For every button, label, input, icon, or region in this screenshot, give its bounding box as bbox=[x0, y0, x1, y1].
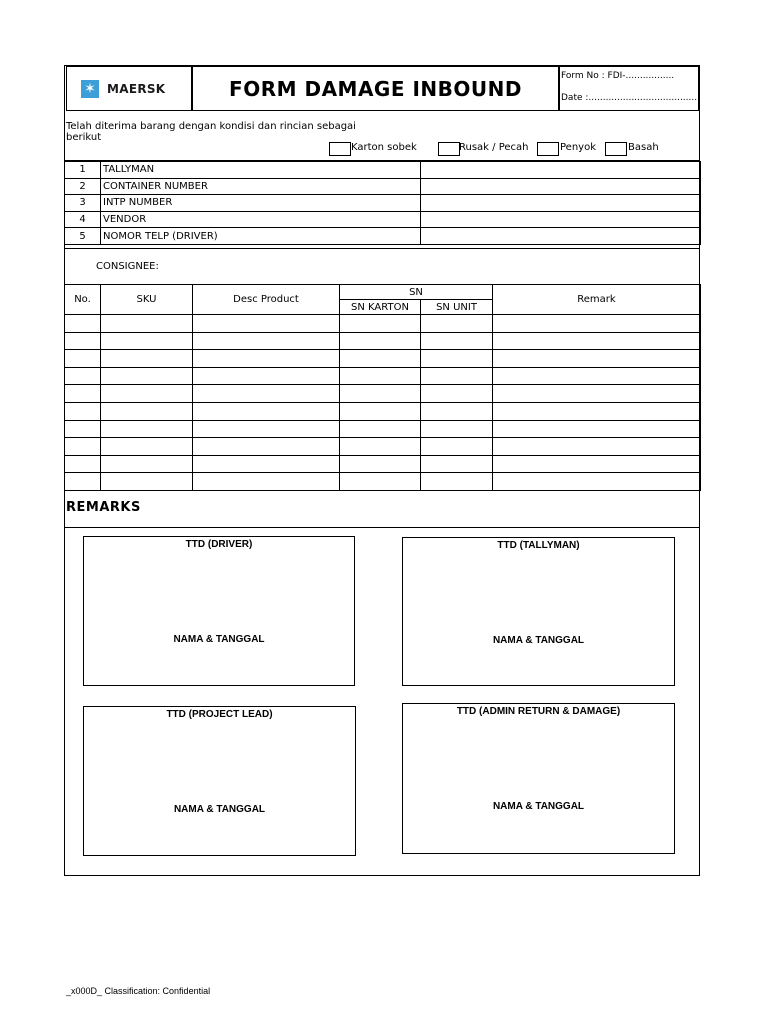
info-row-number: 5 bbox=[65, 228, 101, 245]
signature-name-date-admin: NAMA & TANGGAL bbox=[492, 801, 585, 812]
remarks-title: REMARKS bbox=[66, 500, 141, 515]
checkbox-rusak-pecah[interactable] bbox=[438, 142, 460, 156]
classification-footer: _x000D_ Classification: Confidential bbox=[66, 986, 211, 996]
table-row bbox=[65, 332, 701, 350]
info-table bbox=[64, 161, 701, 245]
form-number-field[interactable]: Form No : FDI-................. bbox=[561, 71, 675, 81]
signature-box-tallyman[interactable] bbox=[402, 537, 675, 686]
table-cell[interactable] bbox=[193, 332, 340, 350]
table-cell[interactable] bbox=[493, 367, 701, 385]
star-icon: ✶ bbox=[81, 80, 99, 98]
checkbox-label-rusak-pecah: Rusak / Pecah bbox=[459, 142, 529, 153]
table-cell[interactable] bbox=[101, 473, 193, 491]
table-cell[interactable] bbox=[493, 350, 701, 368]
signature-name-date-project-lead: NAMA & TANGGAL bbox=[173, 804, 266, 815]
table-cell[interactable] bbox=[65, 315, 101, 333]
col-header-sn-unit: SN UNIT bbox=[421, 300, 493, 315]
info-row-label: CONTAINER NUMBER bbox=[101, 178, 421, 195]
date-field[interactable]: Date :...................................... bbox=[561, 93, 698, 103]
table-cell[interactable] bbox=[193, 473, 340, 491]
table-row bbox=[65, 315, 701, 333]
info-row-number: 3 bbox=[65, 195, 101, 212]
table-cell[interactable] bbox=[421, 420, 493, 438]
info-row bbox=[65, 195, 701, 212]
checkbox-label-karton-sobek: Karton sobek bbox=[351, 142, 417, 153]
table-cell[interactable] bbox=[101, 402, 193, 420]
info-row-label: NOMOR TELP (DRIVER) bbox=[101, 228, 421, 245]
table-cell[interactable] bbox=[193, 367, 340, 385]
table-cell[interactable] bbox=[340, 385, 421, 403]
info-row-value[interactable] bbox=[421, 211, 701, 228]
signature-title-admin: TTD (ADMIN RETURN & DAMAGE) bbox=[456, 706, 621, 717]
table-cell[interactable] bbox=[340, 438, 421, 456]
table-cell[interactable] bbox=[65, 385, 101, 403]
table-cell[interactable] bbox=[340, 315, 421, 333]
table-cell[interactable] bbox=[193, 350, 340, 368]
signature-name-date-driver: NAMA & TANGGAL bbox=[173, 634, 265, 645]
col-header-sn: SN bbox=[340, 285, 493, 300]
table-cell[interactable] bbox=[493, 420, 701, 438]
info-row-number: 4 bbox=[65, 211, 101, 228]
table-cell[interactable] bbox=[193, 385, 340, 403]
signature-box-admin-return-damage[interactable] bbox=[402, 703, 675, 854]
form-title: FORM DAMAGE INBOUND bbox=[192, 66, 559, 111]
table-row bbox=[65, 402, 701, 420]
info-row-number: 2 bbox=[65, 178, 101, 195]
table-row bbox=[65, 473, 701, 491]
table-row bbox=[65, 385, 701, 403]
table-row bbox=[65, 438, 701, 456]
col-header-sku: SKU bbox=[101, 285, 193, 315]
table-cell[interactable] bbox=[421, 385, 493, 403]
logo-cell bbox=[66, 66, 192, 111]
col-header-no: No. bbox=[65, 285, 101, 315]
table-cell[interactable] bbox=[340, 455, 421, 473]
checkbox-basah[interactable] bbox=[605, 142, 627, 156]
brand-name: MAERSK bbox=[107, 82, 166, 96]
table-cell[interactable] bbox=[493, 332, 701, 350]
remarks-divider bbox=[64, 527, 700, 528]
table-cell[interactable] bbox=[101, 455, 193, 473]
table-cell[interactable] bbox=[340, 367, 421, 385]
table-cell[interactable] bbox=[101, 315, 193, 333]
signature-title-driver: TTD (DRIVER) bbox=[185, 539, 253, 550]
signature-title-tallyman: TTD (TALLYMAN) bbox=[497, 540, 580, 551]
table-cell[interactable] bbox=[421, 402, 493, 420]
table-row bbox=[65, 420, 701, 438]
signature-box-project-lead[interactable] bbox=[83, 706, 356, 856]
consignee-section bbox=[64, 248, 700, 285]
table-cell[interactable] bbox=[493, 473, 701, 491]
checkbox-karton-sobek[interactable] bbox=[329, 142, 351, 156]
table-row bbox=[65, 455, 701, 473]
table-cell[interactable] bbox=[421, 315, 493, 333]
checkbox-label-penyok: Penyok bbox=[560, 142, 596, 153]
table-cell[interactable] bbox=[193, 438, 340, 456]
table-cell[interactable] bbox=[493, 315, 701, 333]
table-cell[interactable] bbox=[193, 315, 340, 333]
table-row bbox=[65, 367, 701, 385]
table-cell[interactable] bbox=[65, 402, 101, 420]
info-row-value[interactable] bbox=[421, 195, 701, 212]
signature-name-date-tallyman: NAMA & TANGGAL bbox=[492, 635, 585, 646]
table-cell[interactable] bbox=[340, 332, 421, 350]
signature-title-project-lead: TTD (PROJECT LEAD) bbox=[166, 709, 273, 720]
form-meta-cell bbox=[559, 66, 699, 111]
table-cell[interactable] bbox=[340, 402, 421, 420]
table-cell[interactable] bbox=[101, 367, 193, 385]
table-cell[interactable] bbox=[65, 438, 101, 456]
table-cell[interactable] bbox=[65, 420, 101, 438]
table-cell[interactable] bbox=[493, 402, 701, 420]
table-row bbox=[65, 350, 701, 368]
info-row bbox=[65, 178, 701, 195]
table-cell[interactable] bbox=[340, 420, 421, 438]
table-cell[interactable] bbox=[101, 332, 193, 350]
col-header-remark: Remark bbox=[493, 285, 701, 315]
table-cell[interactable] bbox=[65, 455, 101, 473]
table-cell[interactable] bbox=[193, 455, 340, 473]
table-cell[interactable] bbox=[421, 332, 493, 350]
table-cell[interactable] bbox=[193, 420, 340, 438]
info-row-value[interactable] bbox=[421, 162, 701, 179]
info-row-label: VENDOR bbox=[101, 211, 421, 228]
table-cell[interactable] bbox=[493, 438, 701, 456]
info-row bbox=[65, 162, 701, 179]
table-cell[interactable] bbox=[101, 385, 193, 403]
checkbox-penyok[interactable] bbox=[537, 142, 559, 156]
consignee-label: CONSIGNEE: bbox=[96, 261, 159, 272]
table-cell[interactable] bbox=[101, 420, 193, 438]
info-row-number: 1 bbox=[65, 162, 101, 179]
table-cell[interactable] bbox=[193, 402, 340, 420]
table-cell[interactable] bbox=[421, 455, 493, 473]
info-row bbox=[65, 228, 701, 245]
table-cell[interactable] bbox=[493, 455, 701, 473]
table-cell[interactable] bbox=[340, 473, 421, 491]
info-row bbox=[65, 211, 701, 228]
info-row-value[interactable] bbox=[421, 228, 701, 245]
table-cell[interactable] bbox=[493, 385, 701, 403]
table-cell[interactable] bbox=[65, 473, 101, 491]
table-cell[interactable] bbox=[65, 350, 101, 368]
table-cell[interactable] bbox=[421, 350, 493, 368]
table-cell[interactable] bbox=[421, 473, 493, 491]
info-row-label: INTP NUMBER bbox=[101, 195, 421, 212]
checkbox-label-basah: Basah bbox=[628, 142, 659, 153]
intro-text: Telah diterima barang dengan kondisi dan rincian sebagai berikut bbox=[66, 121, 356, 143]
table-cell[interactable] bbox=[101, 438, 193, 456]
table-body bbox=[65, 315, 701, 491]
table-cell[interactable] bbox=[340, 350, 421, 368]
table-cell[interactable] bbox=[65, 332, 101, 350]
col-header-sn-karton: SN KARTON bbox=[340, 300, 421, 315]
table-cell[interactable] bbox=[421, 367, 493, 385]
maersk-logo bbox=[81, 80, 165, 98]
table-header-row bbox=[65, 285, 701, 300]
table-cell[interactable] bbox=[101, 350, 193, 368]
table-cell[interactable] bbox=[65, 367, 101, 385]
info-row-value[interactable] bbox=[421, 178, 701, 195]
col-header-desc-product: Desc Product bbox=[193, 285, 340, 315]
table-cell[interactable] bbox=[421, 438, 493, 456]
signature-box-driver[interactable] bbox=[83, 536, 355, 686]
info-row-label: TALLYMAN bbox=[101, 162, 421, 179]
items-table bbox=[64, 284, 701, 491]
